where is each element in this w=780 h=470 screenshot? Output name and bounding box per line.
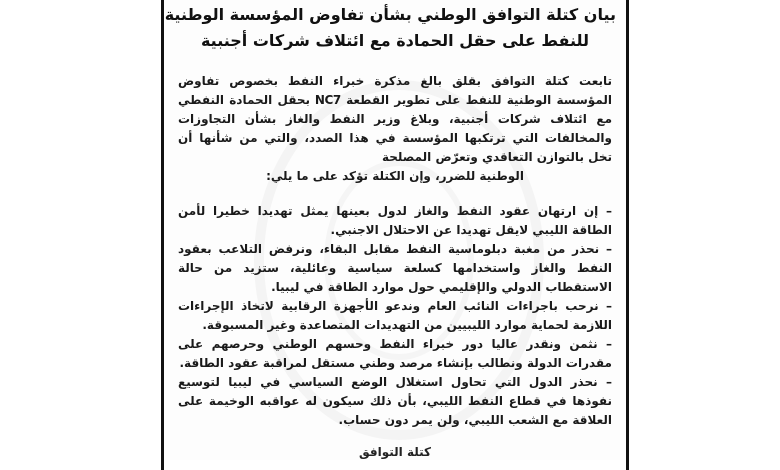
document-page [164,0,626,460]
statement-title-line-2: للنفط على حقل الحمادة مع ائتلاف شركات أجنبية [200,31,590,50]
statement-intro: تابعت كتلة التوافق بقلق بالغ مذكرة خبراء النفط بخصوص تفاوض المؤسسة الوطنية للنفط على تطوير القطعة NC7 بحقل الحمادة النفطي مع ائتلاف شركات أجنبية، وبلاغ وزير النفط والغاز بشأن التجاوزات والمخالفات التي ترتكبها المؤسسة في هذا الصدد، والتي من شأنها أن تخل بالتوازن التعاقدي وتعرّض المصلحة [178,74,612,164]
statement-point: – نحذر الدول التي تحاول استغلال الوضع السياسي في ليبيا لتوسيع نفوذها في قطاع النفط الليبي، بأن ذلك سيكون له عواقبه الوخيمة على العلاقة مع الشعب الليبي، ولن يمر دون حساب. [178,375,612,427]
page-border-right [626,0,629,470]
statement-point: – إن ارتهان عقود النفط والغاز لدول بعينها يمثل تهديدا خطيرا لأمن الطاقة الليبي لايقل تهديدا عن الاحتلال الاجنبي. [178,204,612,237]
statement-intro-last-line: الوطنية للضرر، وإن الكتلة تؤكد على ما يلي: [266,169,524,183]
statement-point: – نثمن ونقدر عاليا دور خبراء النفط وحسهم الوطني وحرصهم على مقدرات الدولة ونطالب بإنشاء مرصد وطني مستقل لمراقبة عقود الطاقة. [178,337,612,370]
statement-content [164,0,626,460]
statement-point: – نحذر من مغبة دبلوماسية النفط مقابل البقاء، ونرفض التلاعب بعقود النفط والغاز واستخدامها كسلعة سياسية وعائلية، ستزيد من حالة الاستقطاب الدولي والإقليمي حول موارد الطاقة في ليبيا. [178,242,612,294]
statement-point: – نرحب باجراءات النائب العام وندعو الأجهزة الرقابية لاتخاذ الإجراءات اللازمة لحماية موارد الليبيين من التهديدات المتصاعدة وغير المسبوقة. [178,299,612,332]
statement-title-line-1: بيان كتلة التوافق الوطني بشأن تفاوض المؤسسة الوطنية [164,5,616,24]
statement-points [178,202,612,430]
statement-signature: كتلة التوافق [358,445,432,459]
